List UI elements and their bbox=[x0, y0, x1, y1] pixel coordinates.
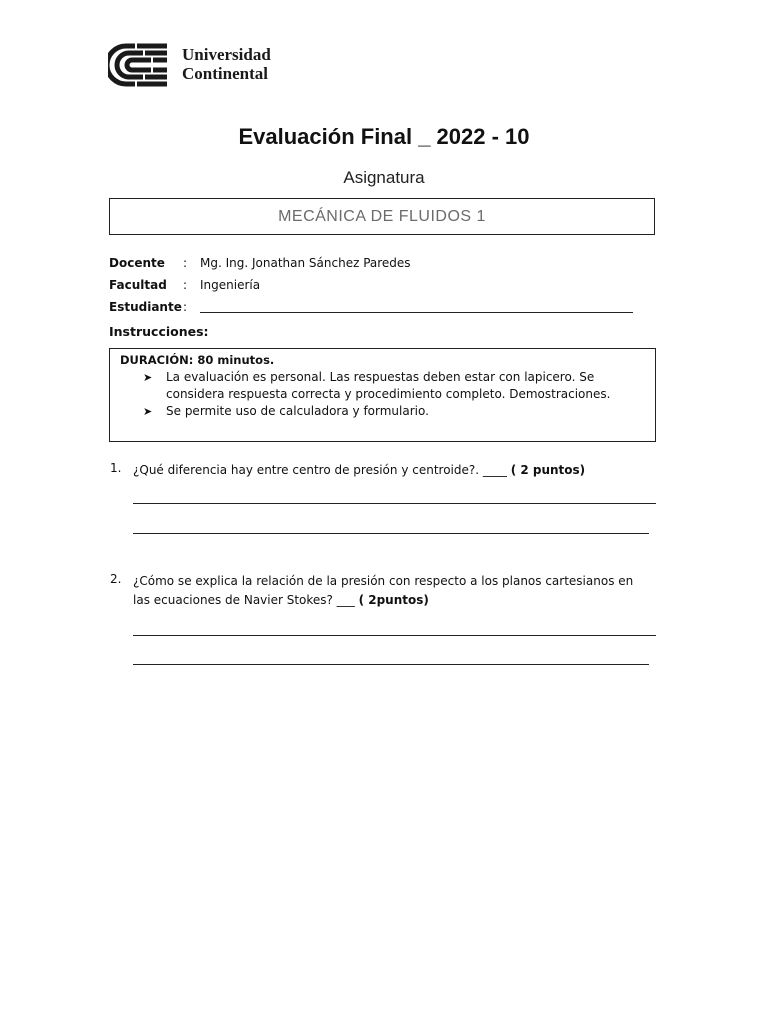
question-2-prompt: las ecuaciones de Navier Stokes? ___ bbox=[133, 593, 359, 607]
universidad-continental-logo-icon bbox=[108, 42, 172, 88]
duration-text: DURACIÓN: 80 minutos. bbox=[120, 353, 275, 367]
instructions-label: Instrucciones: bbox=[109, 324, 209, 339]
docente-label: Docente bbox=[109, 256, 165, 270]
question-1-number: 1. bbox=[110, 461, 122, 475]
question-1-prompt: ¿Qué diferencia hay entre centro de presión y centroide?. ____ bbox=[133, 463, 511, 477]
subject-box bbox=[109, 198, 655, 235]
question-2-points: ( 2puntos) bbox=[358, 593, 429, 607]
answer-line[interactable] bbox=[133, 635, 656, 636]
answer-line[interactable] bbox=[133, 503, 656, 504]
instruction-bullet-1 bbox=[166, 369, 610, 403]
question-2-prompt-line-1: ¿Cómo se explica la relación de la presión con respecto a los planos cartesianos en bbox=[133, 574, 634, 588]
question-1-text bbox=[133, 461, 663, 480]
logo-text bbox=[182, 45, 271, 83]
facultad-label: Facultad bbox=[109, 278, 167, 292]
logo-line-2: Continental bbox=[182, 64, 268, 83]
instruction-1-line-1: La evaluación es personal. Las respuestas deben estar con lapicero. Se bbox=[166, 370, 595, 384]
subject-caption: Asignatura bbox=[343, 168, 425, 187]
instruction-1-line-2: considera respuesta correcta y procedimiento completo. Demostraciones. bbox=[166, 387, 611, 401]
question-1-points: ( 2 puntos) bbox=[510, 463, 586, 477]
answer-line[interactable] bbox=[133, 533, 649, 534]
question-2-text bbox=[133, 572, 663, 610]
facultad-value: Ingeniería bbox=[200, 278, 261, 292]
arrowhead-bullet-icon: ➤ bbox=[143, 405, 153, 418]
estudiante-colon: : bbox=[183, 300, 188, 314]
estudiante-label: Estudiante bbox=[109, 300, 182, 314]
docente-value: Mg. Ing. Jonathan Sánchez Paredes bbox=[200, 256, 411, 270]
exam-title: Evaluación Final _ 2022 - 10 bbox=[238, 124, 530, 149]
facultad-colon: : bbox=[183, 278, 188, 292]
answer-line[interactable] bbox=[133, 664, 649, 665]
instructions-box bbox=[109, 348, 656, 442]
question-2-number: 2. bbox=[110, 572, 122, 586]
instruction-bullet-2: Se permite uso de calculadora y formulario. bbox=[166, 404, 429, 418]
student-name-line[interactable] bbox=[200, 312, 633, 313]
question-2-prompt-line-2 bbox=[133, 591, 663, 610]
logo-line-1: Universidad bbox=[182, 45, 271, 64]
university-logo bbox=[108, 42, 288, 88]
docente-colon: : bbox=[183, 256, 188, 270]
subject-name: MECÁNICA DE FLUIDOS 1 bbox=[278, 207, 486, 225]
arrowhead-bullet-icon: ➤ bbox=[143, 371, 153, 384]
estudiante-row bbox=[109, 300, 639, 316]
